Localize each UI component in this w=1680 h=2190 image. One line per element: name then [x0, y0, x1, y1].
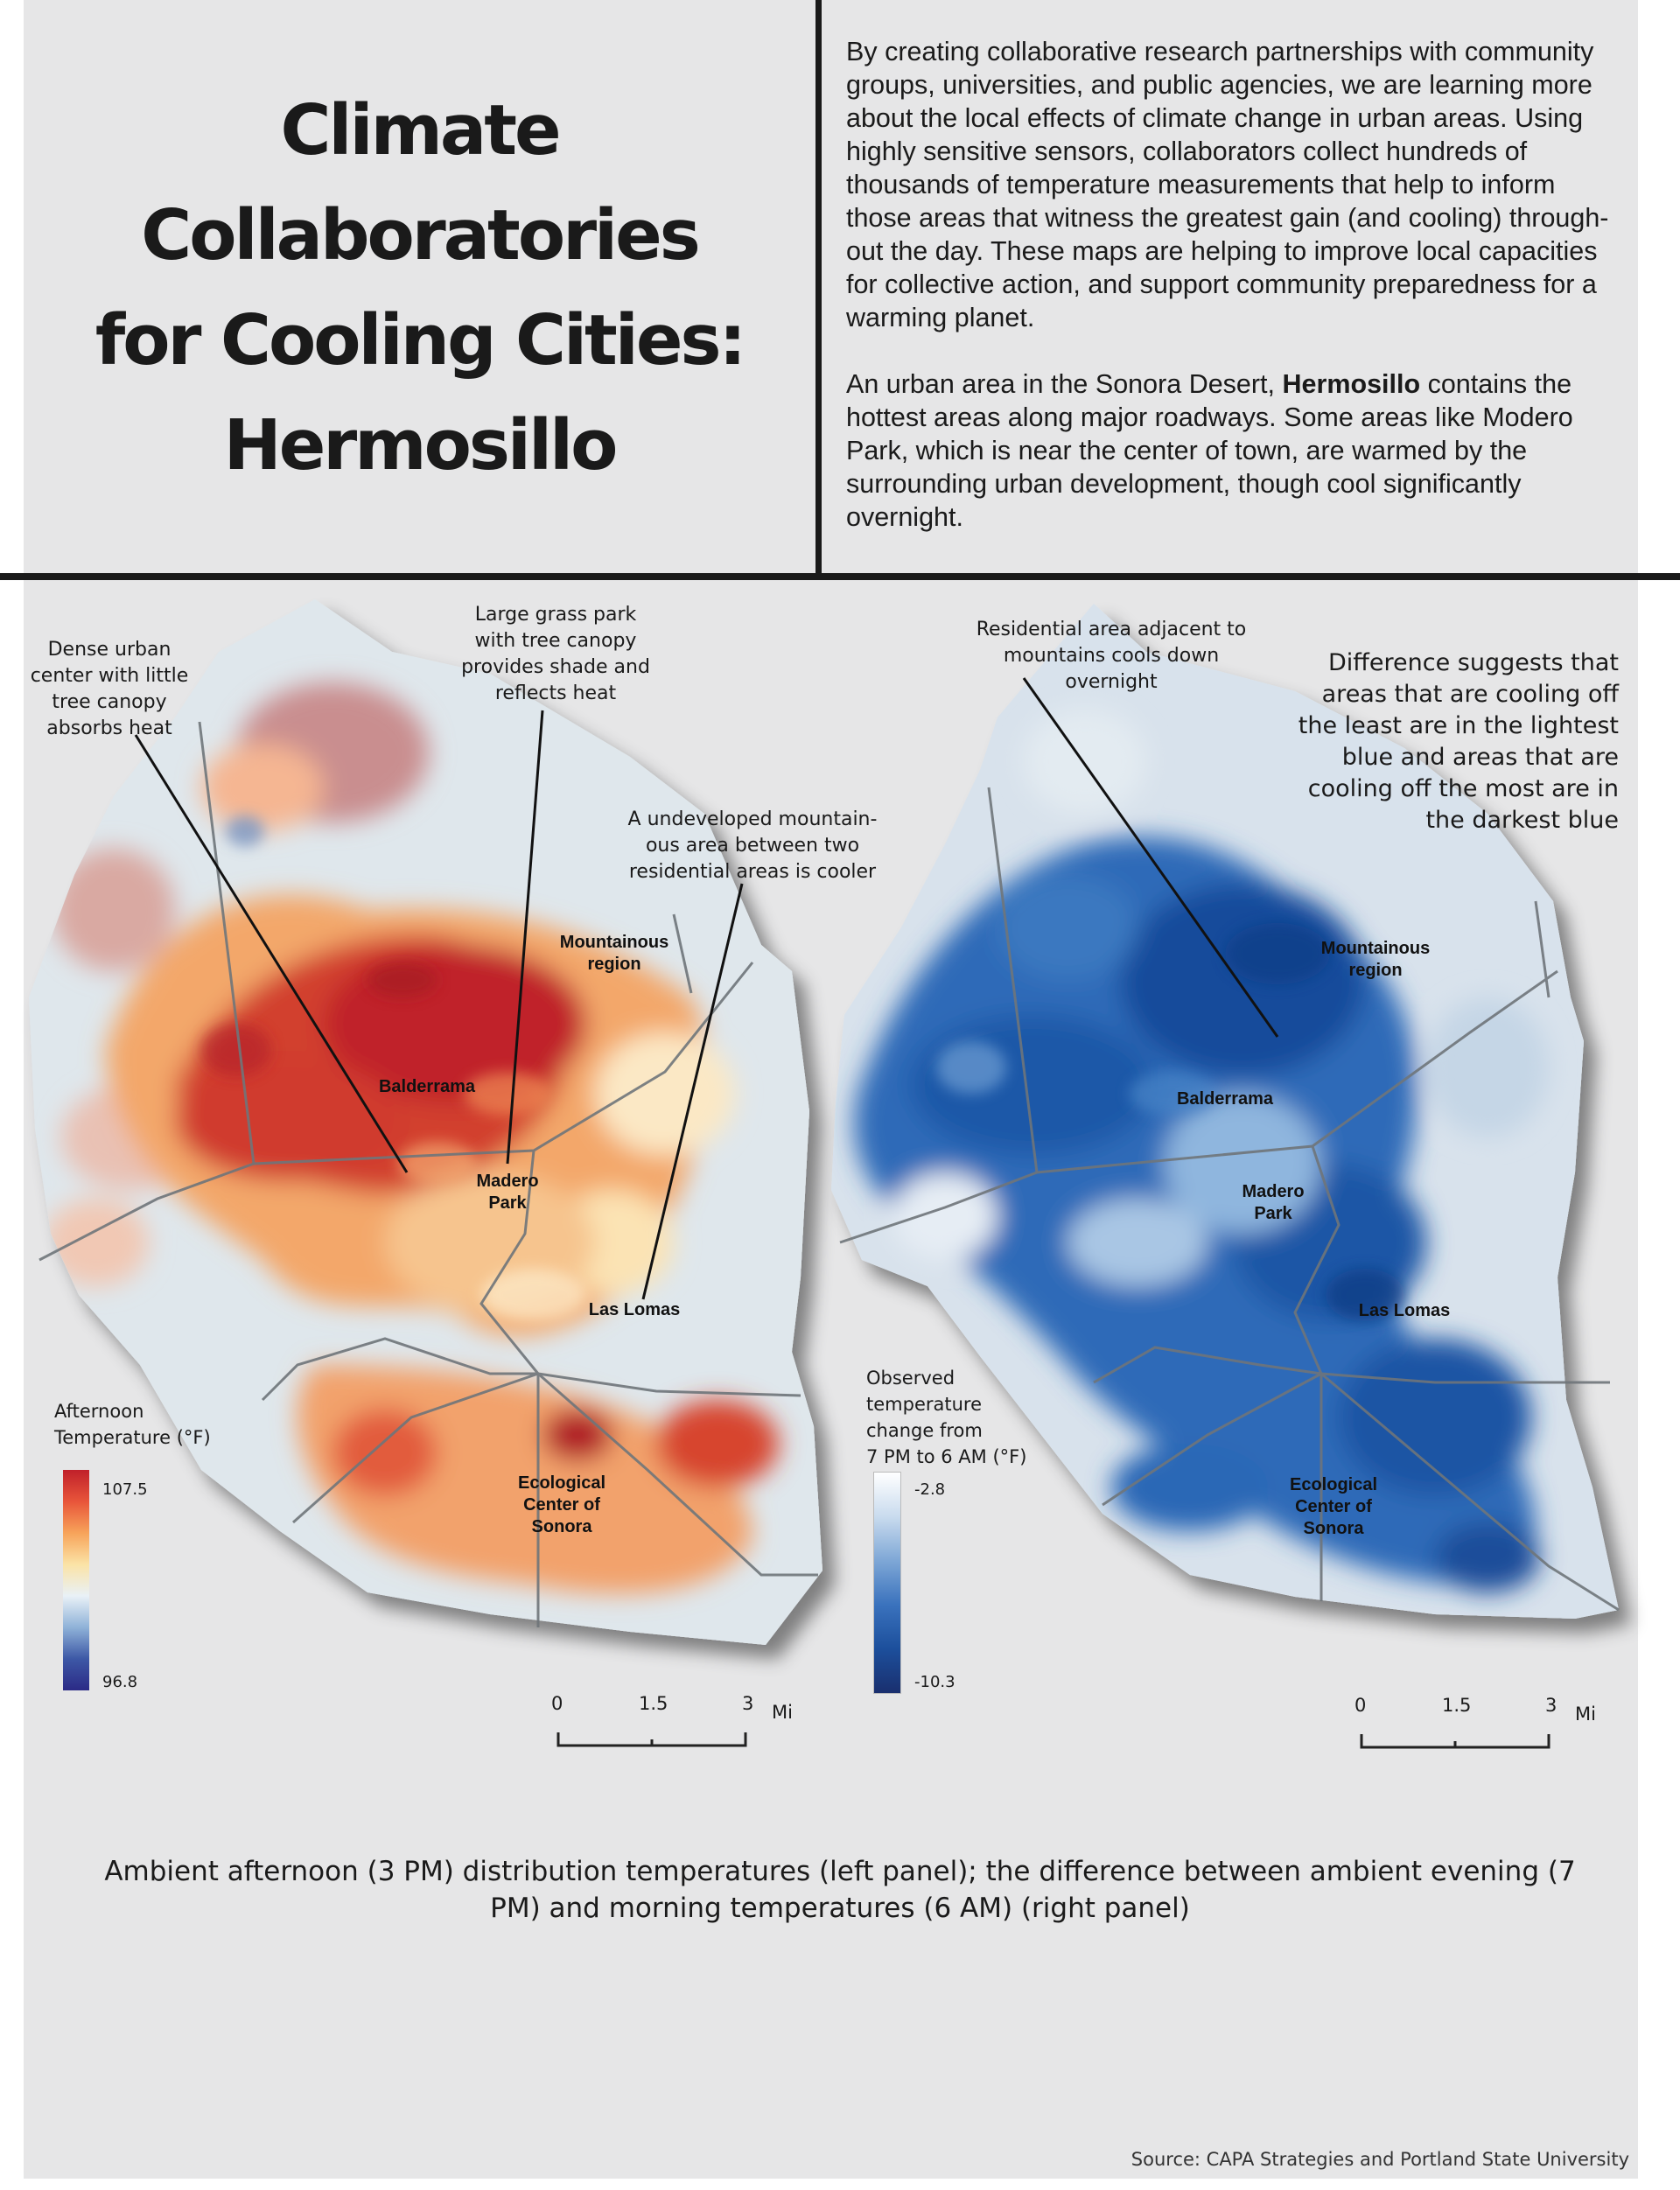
- place-label-balderrama-right: Balderrama: [1176, 1089, 1274, 1109]
- left-scale-tick-0: 0: [551, 1693, 564, 1714]
- right-scale-bar: [1354, 1708, 1582, 1760]
- place-label-madero-park: Madero Park: [476, 1172, 539, 1213]
- right-scale-tick-3: 3: [1545, 1695, 1558, 1716]
- intro-p2-start: An urban area in the Sonora Desert,: [846, 369, 1283, 399]
- left-legend-max: 107.5: [102, 1480, 148, 1499]
- title-line-3: Hermosillo: [223, 405, 616, 486]
- intro-p2-end: contains the hottest areas along major roadways. Some areas like Modero Park, which is near the center of town, are warmed by the surrounding urban development, though cool significantly overnight.: [846, 369, 1573, 532]
- right-legend-max: -2.8: [914, 1480, 946, 1499]
- right-scale-tick-1-5: 1.5: [1442, 1695, 1472, 1716]
- right-legend-title: Observed temperature change from 7 PM to 6 AM (°F): [866, 1368, 1027, 1467]
- place-label-mountainous: Mountainous region: [559, 933, 669, 974]
- left-legend-min: 96.8: [102, 1673, 138, 1691]
- right-legend-color-ramp: [873, 1472, 901, 1694]
- left-scale-tick-1-5: 1.5: [639, 1693, 668, 1714]
- annotation-difference-note: Difference suggests that areas that are cooling off the least are in the lightest blue and areas that are cooling off the most are in the darkest blue: [1298, 649, 1619, 834]
- place-label-ecological-center-right: Ecological Center of Sonora: [1289, 1475, 1378, 1538]
- left-scale-tick-3: 3: [742, 1693, 754, 1714]
- intro-paragraph-1: By creating collaborative research partnerships with community groups, universities, and public agencies, we are learning more about the local effects of climate change in urban areas. Using highly sensitive sensors, collaborators collect hundreds of thousands of temperature measurements that help to inform those areas that witness the greatest gain (and cooling) through-out the day. These maps are helping to improve local capacities for collective action, and support community preparedness for a warming planet.: [846, 37, 1609, 332]
- annotation-residential-area: Residential area adjacent to mountains cools down overnight: [976, 619, 1247, 693]
- place-label-las-lomas-right: Las Lomas: [1358, 1301, 1451, 1320]
- right-scale-unit: Mi: [1575, 1704, 1596, 1725]
- title-line-1: Climate Collaboratories: [141, 90, 698, 276]
- place-label-madero-park-right: Madero Park: [1242, 1182, 1305, 1223]
- source-credit: Source: CAPA Strategies and Portland State University: [1130, 2149, 1629, 2170]
- annotation-undeveloped-area: A undeveloped mountain- ous area between two residential areas is cooler: [627, 808, 878, 883]
- left-scale-unit: Mi: [772, 1702, 793, 1723]
- left-legend-color-ramp: [63, 1470, 89, 1690]
- left-legend-title: Afternoon Temperature (°F): [54, 1401, 211, 1448]
- place-label-ecological-center: Ecological Center of Sonora: [517, 1473, 606, 1536]
- left-scale-bar: [551, 1706, 779, 1759]
- place-label-mountainous-right: Mountainous region: [1320, 939, 1431, 980]
- place-label-balderrama: Balderrama: [378, 1077, 476, 1096]
- right-scale-tick-0: 0: [1354, 1695, 1367, 1716]
- intro-p2-city: Hermosillo: [1282, 369, 1421, 399]
- right-legend-min: -10.3: [914, 1673, 956, 1691]
- figure-caption: Ambient afternoon (3 PM) distribution temperatures (left panel); the difference between ambient evening (7 PM) and morning temperatures (6 AM) (right panel): [104, 1856, 1576, 1924]
- annotation-dense-urban: Dense urban center with little tree canopy absorbs heat: [30, 639, 189, 739]
- place-label-las-lomas: Las Lomas: [588, 1300, 681, 1319]
- title-line-2: for Cooling Cities:: [94, 300, 745, 381]
- annotation-grass-park: Large grass park with tree canopy provides shade and reflects heat: [461, 604, 650, 704]
